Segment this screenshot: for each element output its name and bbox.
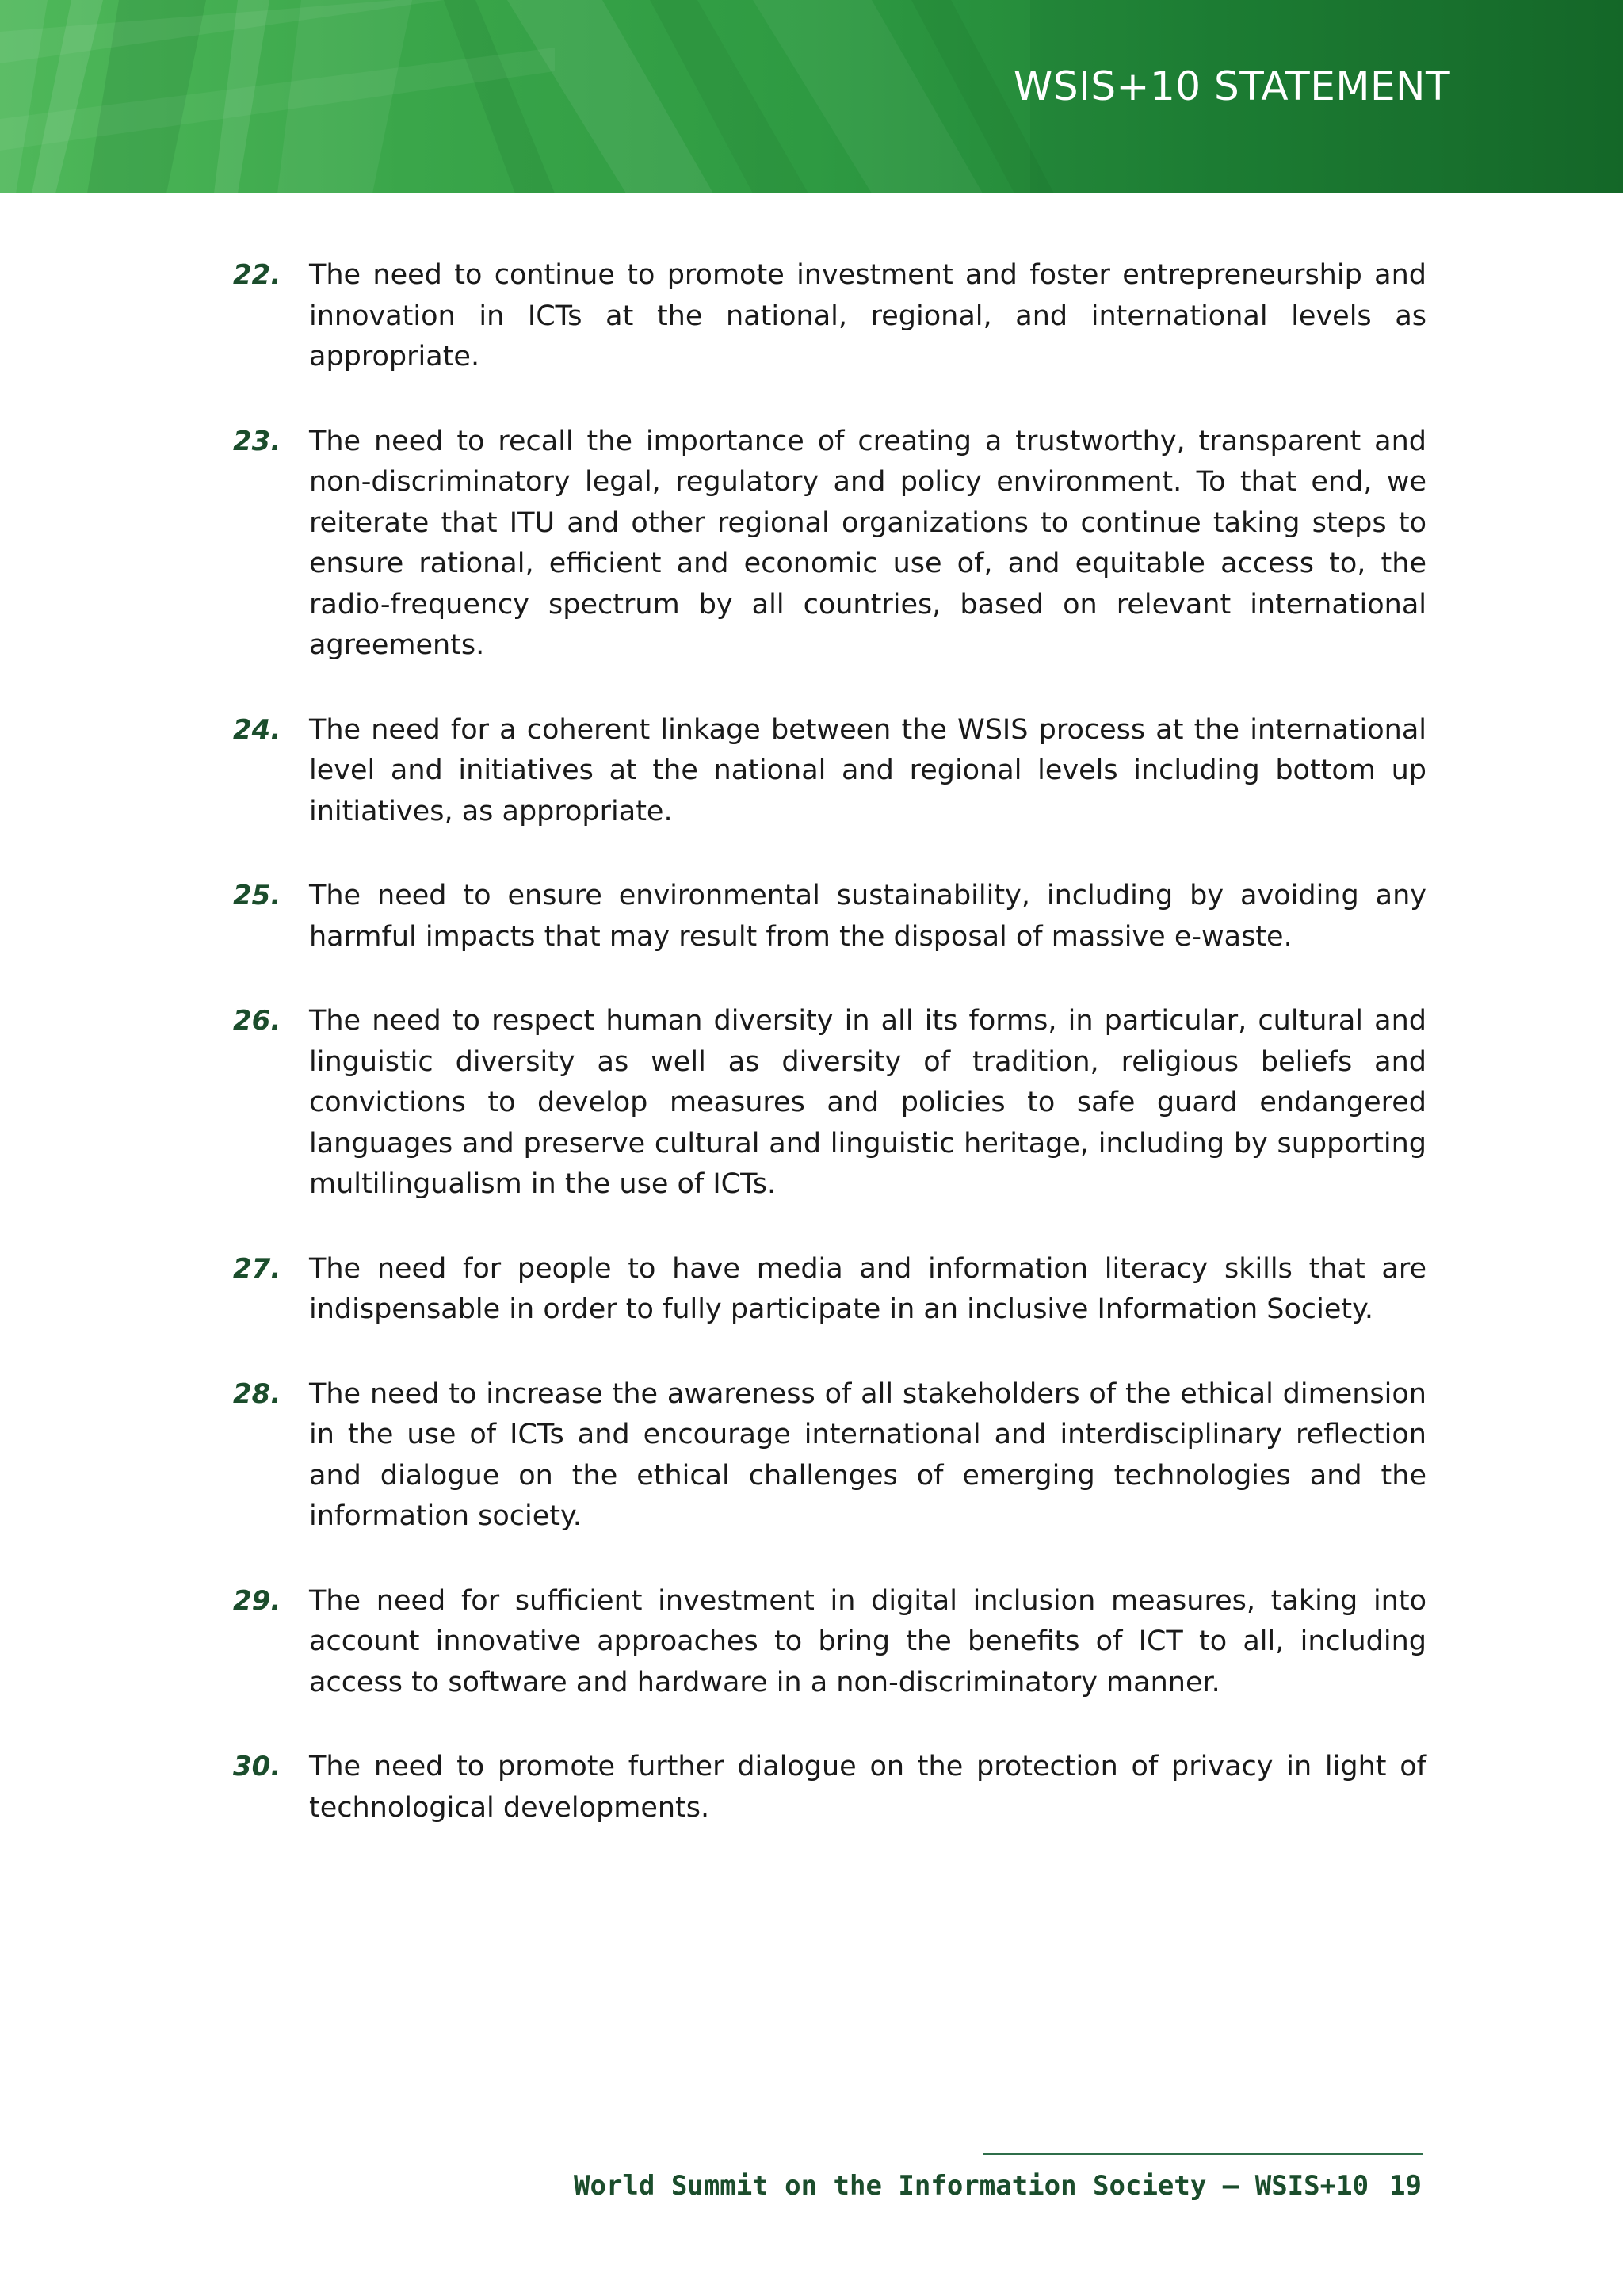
page-number: 19 (1389, 2170, 1422, 2202)
list-item (233, 422, 1426, 667)
item-text: The need to ensure environmental sustainability, including by avoiding any harmful impacts that may result from the disposal of massive e-waste. (309, 880, 1426, 953)
list-item (233, 1001, 1426, 1205)
list-item (233, 255, 1426, 378)
item-text: The need to respect human diversity in all its forms, in particular, cultural and linguistic diversity as well as diversity of tradition, religious beliefs and convictions to develop measures and policies to safe guard endangered languages and preserve cultural and linguistic heritage, including by supporting multilingualism in the use of ICTs. (309, 1005, 1426, 1200)
item-number: 27. (233, 1252, 281, 1285)
item-text: The need to increase the awareness of all stakeholders of the ethical dimension in the use of ICTs and encourage international and interdisciplinary reflection and dialogue on the ethical challenges of emerging technologies and the information society. (309, 1377, 1426, 1532)
footer-divider (983, 2153, 1423, 2155)
item-number: 28. (233, 1377, 281, 1410)
item-number: 23. (233, 425, 281, 457)
list-item (233, 1249, 1426, 1331)
header-banner (0, 0, 1623, 193)
item-number: 29. (233, 1584, 281, 1617)
item-text: The need for sufficient investment in digital inclusion measures, taking into account innovative approaches to bring the benefits of ICT to all, including access to software and hardware in a non-discriminatory manner. (309, 1584, 1426, 1698)
item-text: The need to continue to promote investment and foster entrepreneurship and innovation in ICTs at the national, regional, and international levels as appropriate. (309, 259, 1426, 372)
item-number: 26. (233, 1005, 281, 1037)
list-item (233, 1747, 1426, 1828)
item-text: The need for people to have media and information literacy skills that are indispensable in order to fully participate in an inclusive Information Society. (309, 1252, 1426, 1325)
list-item (233, 1374, 1426, 1538)
item-text: The need for a coherent linkage between the WSIS process at the international level and initiatives at the national and regional levels including bottom up initiatives, as appropriate. (309, 713, 1426, 827)
page-footer (574, 2170, 1422, 2202)
statement-list (0, 255, 1623, 1872)
footer-text: World Summit on the Information Society — WSIS+10 (574, 2170, 1369, 2202)
item-number: 22. (233, 259, 281, 291)
list-item (233, 710, 1426, 833)
item-number: 30. (233, 1751, 281, 1782)
list-item (233, 876, 1426, 957)
item-text: The need to recall the importance of creating a trustworthy, transparent and non-discriminatory legal, regulatory and policy environment. To that end, we reiterate that ITU and other regional organizations to continue taking steps to ensure rational, efficient and economic use of, and equitable access to, the radio-frequency spectrum by all countries, based on relevant international agreements. (309, 425, 1426, 661)
item-number: 24. (233, 713, 281, 746)
list-item (233, 1581, 1426, 1704)
item-text: The need to promote further dialogue on the protection of privacy in light of technological developments. (309, 1751, 1426, 1824)
item-number: 25. (233, 880, 281, 911)
document-header-title: WSIS+10 STATEMENT (1013, 63, 1450, 109)
